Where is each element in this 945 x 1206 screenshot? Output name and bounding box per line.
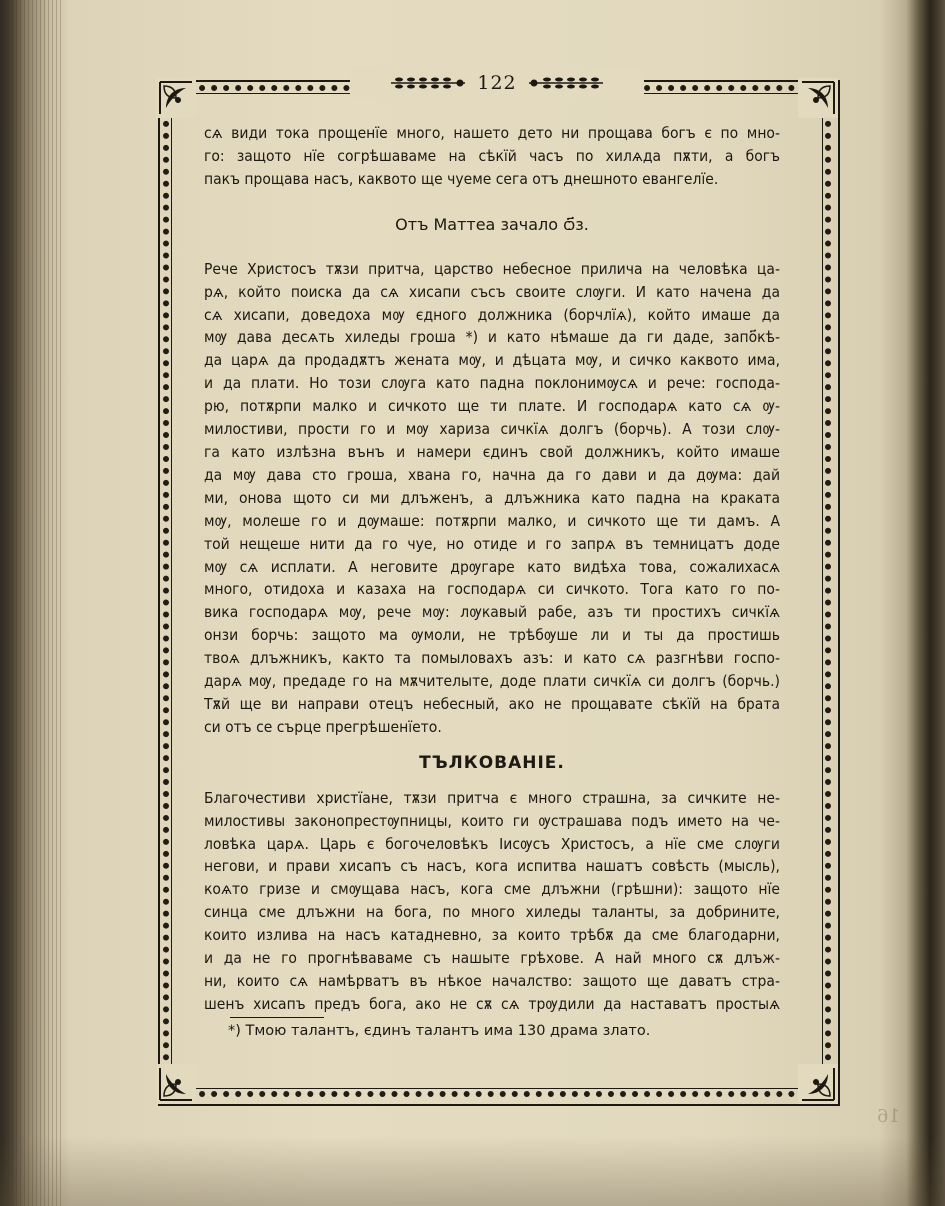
text-line: пакъ прощава насъ, каквото ще чуеме сега отъ днешното евангелїе. [204, 169, 719, 188]
text-line: много, отидоха и казаха на господарѧ си сичкото. Тога като го по- [204, 580, 780, 599]
text-line: мѹ дава десѧть хиледы гроша *) и като нѣмаше да ги даде, запо҃кѣ- [204, 328, 780, 347]
commentary-paragraph [204, 787, 780, 1016]
footnote-divider [230, 1017, 324, 1018]
text-line: Рече Христосъ тѫзи притча, царство небесное прилича на человѣка ца- [204, 259, 780, 278]
text-line: сѧ види тока прощенїе много, нашето дето ни прощава богъ є по мно- [204, 124, 780, 142]
corner-flourish-icon [156, 1064, 196, 1104]
corner-flourish-icon [798, 1064, 838, 1104]
text-line: га като излѣзна вънъ и намери єдинъ свой должникъ, който имаше [204, 442, 780, 461]
page-header [350, 68, 644, 98]
stacked-page-edges [0, 0, 64, 1206]
text-line: да мѹ дава сто гроша, хвана го, начна да го дави и да дѹма: дай [204, 465, 780, 484]
bleed-through-text: 16 [877, 1106, 900, 1127]
page-body [204, 122, 780, 1016]
text-line: негови, и прави хисапъ съ насъ, кога испитва нашатъ совѣсть (мысль), [204, 857, 780, 876]
text-line: ми, онова щото си ми длъженъ, а длъжника като падна на краката [204, 488, 780, 507]
text-line: мѹ сѧ исплати. А неговите дрѹгаре като видѣха това, сожалихасѧ [204, 557, 780, 576]
text-line: вика господарѧ мѹ, рече мѹ: лѹкавый рабе, азъ ти простихъ сичкїѧ [204, 603, 780, 622]
text-line: ни, които сѧ намѣрватъ въ нѣкое началство: защото ще даватъ стра- [204, 972, 780, 990]
gospel-paragraph [204, 258, 780, 739]
text-line: шенъ хисапъ предъ бога, ако не сѫ сѧ трѹдили да наставатъ простыѧ [204, 994, 780, 1013]
text-line: Тѫй ще ви направи отецъ небесный, ако не прощавате сѣкїй на брата [204, 694, 780, 713]
text-line: милостиви, прости го и мѹ хариза сичкїѧ долгъ (борчь). А този слѹ- [204, 420, 780, 439]
text-line: рю, потѫрпи малко и сичкото ще ти плате. И господарѧ като сѧ ѹ- [204, 397, 780, 416]
section-title: ТЪЛКОВАНІЕ. [419, 752, 565, 773]
page-number: 122 [477, 72, 517, 94]
text-line: синца сме длъжни на бога, по много хиледы таланты, за добрините, [204, 903, 780, 922]
corner-flourish-icon [156, 78, 196, 118]
corner-flourish-icon [798, 78, 838, 118]
text-line: и да не го прогнѣваваме съ нашыте грѣхове. А най много сѫ длъж- [204, 949, 780, 968]
text-line: ловѣка царѧ. Царь є богочеловѣкъ Іисѹсъ Христосъ, а нїе сме слѹги [204, 834, 780, 853]
text-line: сѧ хисапи, доведоха мѹ єдного должника (борчлїѧ), който имаше да [204, 305, 780, 324]
text-line: дарѧ мѹ, предаде го на мѫчителыте, доде плати сичкїѧ си долгъ (борчь.) [204, 672, 780, 691]
text-line: мѹ, молеше го и дѹмаше: потѫрпи малко, и сичкото ще ти дамъ. А [204, 511, 780, 530]
text-line: Благочестиви христїане, тѫзи притча є много страшна, за сичките не- [204, 788, 780, 807]
text-line: го: защото нїе согрѣшаваме на сѣкїй часъ по хилѧда пѫти, а богъ [204, 146, 780, 165]
page-shadow [0, 1136, 945, 1206]
text-line: да царѧ да продадѫтъ жената мѹ, и дѣцата мѹ, и сичко каквото има, [204, 351, 780, 370]
reading-heading: Отъ Маттеа зачало ѻ҃з. [395, 214, 589, 234]
text-line: той нещеше нити да го чуе, но отиде и го запрѧ въ темницатъ доде [204, 534, 780, 553]
footnote: *) Тмою талантъ, єдинъ талантъ има 130 драма злато. [228, 1023, 651, 1039]
text-line: твоѧ длъжникъ, както та помыловахъ азъ: и като сѧ разгнѣви госпо- [204, 649, 780, 668]
text-line: и да плати. Но този слѹга като падна поклонимѹсѧ и рече: господа- [204, 374, 780, 393]
text-line: рѧ, който поиска да сѧ хисапи съсъ своите слѹги. И като начена да [204, 282, 780, 301]
vine-ornament-icon [527, 75, 605, 91]
intro-paragraph [204, 122, 780, 191]
text-line: онзи борчь: защото ма ѹмоли, не трѣбѹше ли и ты да простишь [204, 626, 780, 645]
text-line: милостивы законопрестѹпницы, които ги ѹстрашава подъ името на че- [204, 811, 780, 830]
text-line: си отъ се сърце прегрѣшенїето. [204, 717, 442, 736]
text-line: коѧто гризе и смѹщава насъ, кога сме длъжни (грѣшни): защото нїе [204, 880, 780, 899]
text-line: които излива на насъ катадневно, за които трѣбѫ да сме благодарни, [204, 926, 780, 945]
vine-ornament-icon [389, 75, 467, 91]
